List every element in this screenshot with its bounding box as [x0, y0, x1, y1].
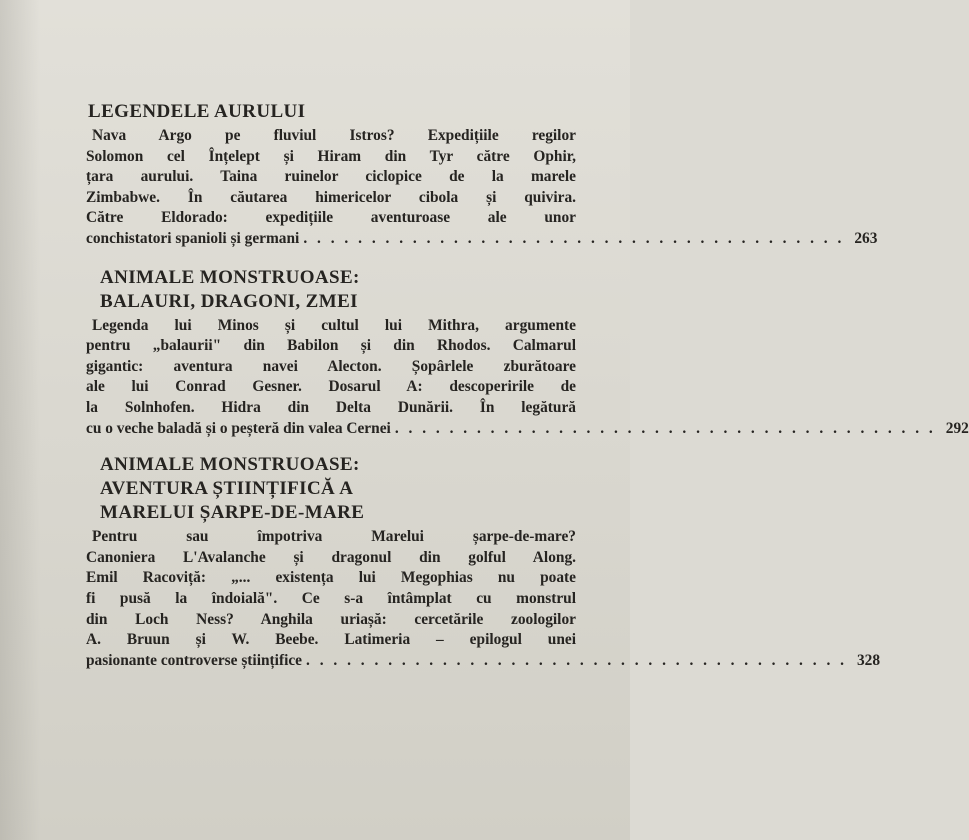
toc-entry-animale-monstruoase-balauri — [86, 266, 969, 440]
summary-line: pentru „balaurii" din Babilon și din Rhodos. Calmarul — [86, 337, 576, 355]
summary-line: Zimbabwe. În căutarea himericelor cibola și quivira. — [86, 188, 576, 206]
heading-line: MARELUI ȘARPE-DE-MARE — [100, 502, 365, 524]
entry-heading — [86, 100, 576, 124]
summary-line: Nava Argo pe fluviul Istros? Expedițiile regilor — [92, 127, 576, 144]
summary-line-text: cu o veche baladă și o peșteră din valea Cernei — [86, 419, 391, 437]
summary-line: țara aurului. Taina ruinelor ciclopice de la marele — [86, 168, 576, 186]
entry-summary — [86, 527, 881, 671]
dot-leader: . . . . . . . . . . . . . . . . . . . . . . . . . . . . . . . . . . . . . . . . — [394, 419, 936, 437]
summary-line: Solomon cel Înțelept și Hiram din Tyr către Ophir, — [86, 147, 576, 165]
summary-line: Canoniera L'Avalanche și dragonul din golful Along. — [86, 548, 576, 566]
page-number: 292 — [945, 419, 969, 437]
summary-line: gigantic: aventura navei Alecton. Șopârlele zburătoare — [86, 357, 576, 375]
table-of-contents — [86, 100, 969, 671]
dot-leader: . . . . . . . . . . . . . . . . . . . . . . . . . . . . . . . . . . . . . . . . — [306, 651, 847, 669]
summary-line: la Solnhofen. Hidra din Delta Dunării. În legătură — [86, 398, 576, 416]
page-number: 263 — [854, 229, 878, 247]
summary-line: ale lui Conrad Gesner. Dosarul A: descoperirile de — [86, 378, 576, 396]
summary-line: Emil Racoviță: „... existența lui Megophias nu poate — [86, 569, 576, 587]
heading-line: LEGENDELE AURULUI — [88, 101, 306, 122]
entry-summary — [86, 126, 878, 250]
summary-line-text: pasionante controverse științifice — [86, 651, 303, 669]
toc-entry-legendele-aurului — [86, 100, 878, 250]
page-shadow — [0, 0, 40, 840]
entry-heading — [86, 453, 576, 525]
summary-line: Legenda lui Minos și cultul lui Mithra, argumente — [92, 316, 576, 334]
summary-line: Către Eldorado: expedițiile aventuroase ale unor — [86, 209, 576, 227]
heading-line: AVENTURA ȘTIINȚIFICĂ A — [100, 478, 354, 500]
toc-entry-animale-monstruoase-sarpe — [86, 453, 881, 671]
heading-line: ANIMALE MONSTRUOASE: — [100, 454, 360, 476]
heading-line: BALAURI, DRAGONI, ZMEI — [100, 290, 358, 312]
summary-last-line — [86, 419, 969, 440]
dot-leader: . . . . . . . . . . . . . . . . . . . . . . . . . . . . . . . . . . . . . . . . — [303, 229, 845, 247]
page-number: 328 — [856, 651, 881, 669]
summary-line: A. Bruun și W. Beebe. Latimeria – epilogul unei — [86, 631, 576, 649]
summary-line-text: conchistatori spanioli și germani — [86, 229, 300, 247]
entry-heading — [86, 266, 576, 314]
summary-line: din Loch Ness? Anghila uriașă: cercetările zoologilor — [86, 610, 576, 628]
summary-line: fi pusă la îndoială". Ce s-a întâmplat cu monstrul — [86, 589, 576, 607]
summary-last-line — [86, 651, 881, 672]
summary-last-line — [86, 229, 878, 250]
summary-line: Pentru sau împotriva Marelui șarpe-de-mare? — [92, 528, 576, 546]
heading-line: ANIMALE MONSTRUOASE: — [100, 266, 360, 288]
entry-summary — [86, 316, 969, 440]
